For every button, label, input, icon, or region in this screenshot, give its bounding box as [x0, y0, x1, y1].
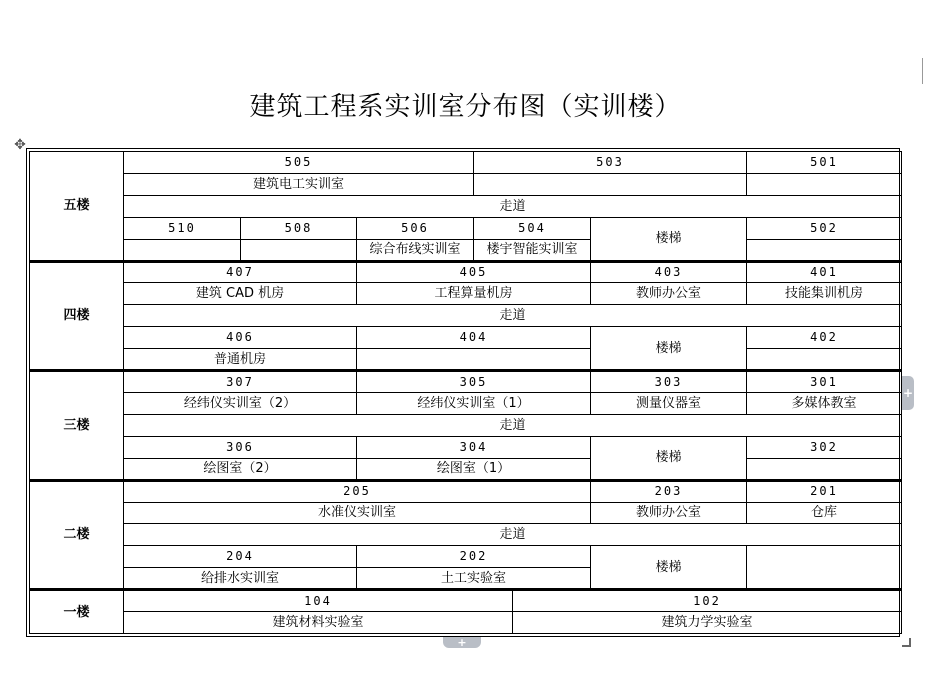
room-name-307: 经纬仪实训室（2）	[124, 392, 357, 414]
room-name-204: 给排水实训室	[124, 568, 357, 590]
room-name-104: 建筑材料实验室	[124, 612, 513, 634]
room-number-203: 203	[591, 480, 747, 502]
room-number-304: 304	[357, 436, 591, 458]
room-number-508: 508	[241, 217, 357, 239]
page-margin-mark	[922, 58, 929, 84]
room-number-405: 405	[357, 261, 591, 283]
room-number-305: 305	[357, 371, 591, 393]
move-arrows-icon[interactable]: ✥	[14, 137, 26, 153]
room-name-201: 仓库	[747, 502, 902, 524]
room-number-201: 201	[747, 480, 902, 502]
floor-label-1: 一楼	[30, 590, 124, 634]
room-name-205: 水准仪实训室	[124, 502, 591, 524]
room-name-407: 建筑 CAD 机房	[124, 283, 357, 305]
resize-corner-icon[interactable]	[902, 638, 911, 647]
room-number-510: 510	[124, 217, 241, 239]
room-name-203: 教师办公室	[591, 502, 747, 524]
room-number-202: 202	[357, 546, 591, 568]
walkway-4: 走道	[124, 305, 902, 327]
room-number-402: 402	[747, 327, 902, 349]
room-number-404: 404	[357, 327, 591, 349]
room-number-204: 204	[124, 546, 357, 568]
floor-plan-table-frame	[26, 148, 900, 637]
walkway-3: 走道	[124, 414, 902, 436]
floor-label-3: 三楼	[30, 371, 124, 481]
room-name-403: 教师办公室	[591, 283, 747, 305]
floor-label-5: 五楼	[30, 152, 124, 262]
room-name-502	[747, 239, 902, 261]
room-number-104: 104	[124, 590, 513, 612]
add-column-icon[interactable]: +	[902, 376, 914, 410]
floor-plan-table	[29, 151, 902, 634]
page-title: 建筑工程系实训室分布图（实训楼）	[249, 92, 682, 122]
room-name-306: 绘图室（2）	[124, 458, 357, 480]
room-number-407: 407	[124, 261, 357, 283]
stairs-4: 楼梯	[591, 327, 747, 371]
stairs-2: 楼梯	[591, 546, 747, 590]
room-name-303: 测量仪器室	[591, 392, 747, 414]
room-name-401: 技能集训机房	[747, 283, 902, 305]
room-name-301: 多媒体教室	[747, 392, 902, 414]
room-empty-2	[747, 546, 902, 590]
room-number-205: 205	[124, 480, 591, 502]
room-number-505: 505	[124, 152, 474, 174]
room-name-402	[747, 349, 902, 371]
room-name-304: 绘图室（1）	[357, 458, 591, 480]
room-number-102: 102	[513, 590, 902, 612]
room-name-302	[747, 458, 902, 480]
room-number-306: 306	[124, 436, 357, 458]
room-number-301: 301	[747, 371, 902, 393]
room-number-503: 503	[474, 152, 747, 174]
room-number-403: 403	[591, 261, 747, 283]
room-name-305: 经纬仪实训室（1）	[357, 392, 591, 414]
room-name-504: 楼宇智能实训室	[474, 239, 591, 261]
walkway-2: 走道	[124, 524, 902, 546]
room-name-508	[241, 239, 357, 261]
room-number-302: 302	[747, 436, 902, 458]
add-row-icon[interactable]: +	[443, 637, 481, 648]
room-number-506: 506	[357, 217, 474, 239]
floor-label-2: 二楼	[30, 480, 124, 590]
room-name-102: 建筑力学实验室	[513, 612, 902, 634]
room-name-506: 综合布线实训室	[357, 239, 474, 261]
stairs-3: 楼梯	[591, 436, 747, 480]
room-name-202: 土工实验室	[357, 568, 591, 590]
room-number-303: 303	[591, 371, 747, 393]
room-name-510	[124, 239, 241, 261]
room-name-501	[747, 173, 902, 195]
room-number-504: 504	[474, 217, 591, 239]
room-name-505: 建筑电工实训室	[124, 173, 474, 195]
stairs-5: 楼梯	[591, 217, 747, 261]
room-number-401: 401	[747, 261, 902, 283]
room-number-502: 502	[747, 217, 902, 239]
room-number-501: 501	[747, 152, 902, 174]
room-name-406: 普通机房	[124, 349, 357, 371]
room-number-406: 406	[124, 327, 357, 349]
room-name-503	[474, 173, 747, 195]
floor-label-4: 四楼	[30, 261, 124, 371]
room-name-405: 工程算量机房	[357, 283, 591, 305]
room-number-307: 307	[124, 371, 357, 393]
walkway-5: 走道	[124, 195, 902, 217]
room-name-404	[357, 349, 591, 371]
